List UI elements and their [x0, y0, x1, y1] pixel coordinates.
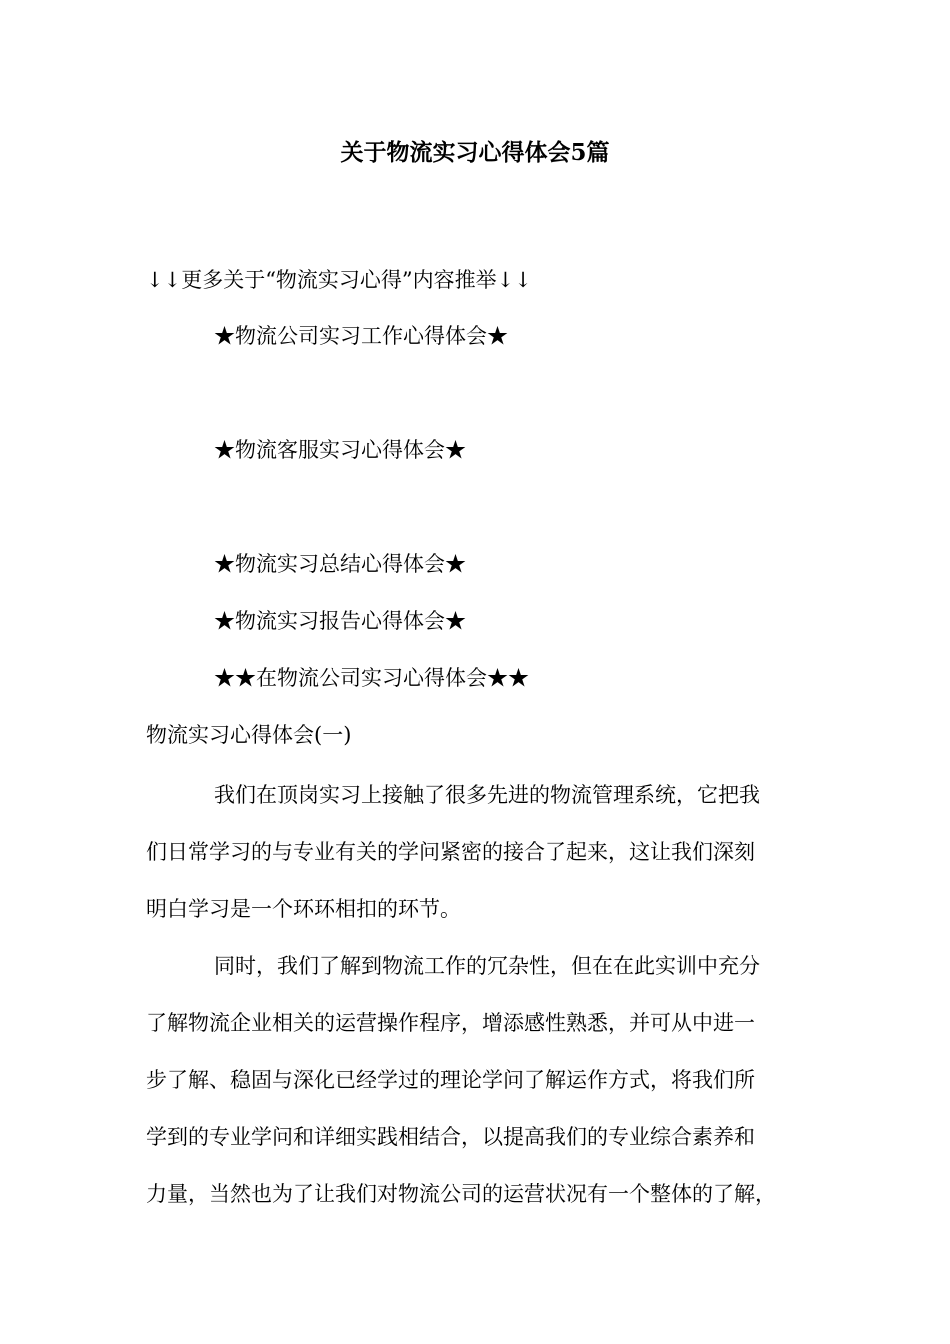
- recommendation-link[interactable]: ★物流实习报告心得体会★: [214, 609, 466, 633]
- paragraph-line: 了解物流企业相关的运营操作程序，增添感性熟悉，并可从中进一: [146, 1011, 755, 1035]
- section-heading: 物流实习心得体会(一): [146, 723, 352, 747]
- paragraph-line: 我们在顶岗实习上接触了很多先进的物流管理系统，它把我: [214, 783, 760, 807]
- recommendation-link[interactable]: ★物流客服实习心得体会★: [214, 438, 466, 462]
- paragraph-line: 步了解、稳固与深化已经学过的理论学问了解运作方式，将我们所: [146, 1068, 755, 1092]
- paragraph-line: 同时，我们了解到物流工作的冗杂性，但在在此实训中充分: [214, 954, 760, 978]
- document-title: 关于物流实习心得体会5篇: [340, 139, 610, 166]
- more-recommendations-line: ↓↓更多关于“物流实习心得”内容推举↓↓: [146, 268, 532, 292]
- recommendation-link[interactable]: ★物流公司实习工作心得体会★: [214, 324, 508, 348]
- paragraph-line: 明白学习是一个环环相扣的环节。: [146, 897, 461, 921]
- paragraph-line: 学到的专业学问和详细实践相结合，以提高我们的专业综合素养和: [146, 1125, 755, 1149]
- paragraph-line: 们日常学习的与专业有关的学问紧密的接合了起来，这让我们深刻: [146, 840, 755, 864]
- recommendation-link[interactable]: ★★在物流公司实习心得体会★★: [214, 666, 529, 690]
- recommendation-link[interactable]: ★物流实习总结心得体会★: [214, 552, 466, 576]
- paragraph-line: 力量，当然也为了让我们对物流公司的运营状况有一个整体的了解，: [146, 1182, 776, 1206]
